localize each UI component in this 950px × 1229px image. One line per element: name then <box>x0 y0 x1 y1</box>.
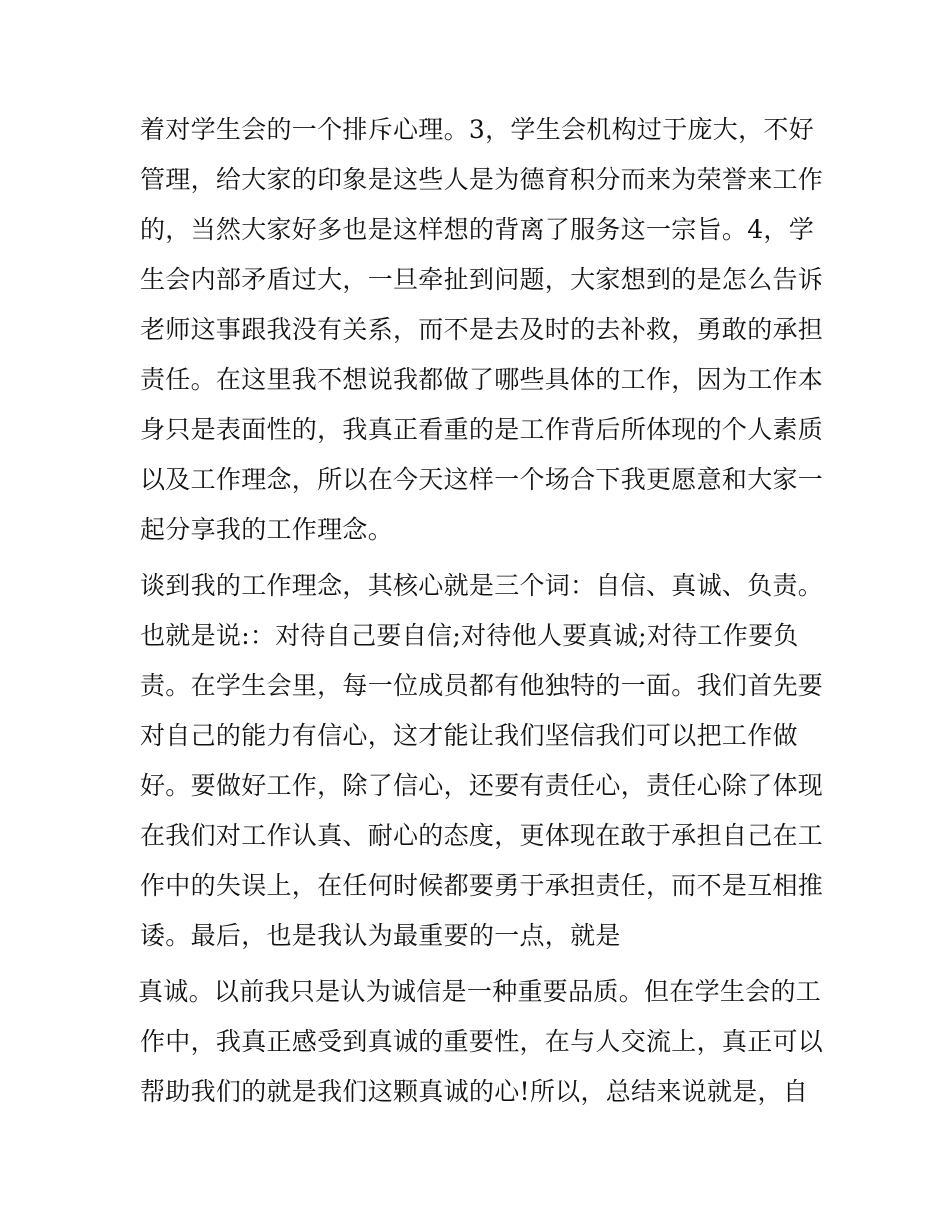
text-line: 好。要做好工作，除了信心，还要有责任心，责任心除了体现 <box>140 771 824 800</box>
text-line: 也就是说:：对待自己要自信;对待他人要真诚;对待工作要负 <box>140 621 799 650</box>
text-line: 诿。最后，也是我认为最重要的一点，就是 <box>140 921 621 950</box>
text-line: 生会内部矛盾过大，一旦牵扯到问题，大家想到的是怎么告诉 <box>140 265 824 294</box>
text-line: 作中的失误上，在任何时候都要勇于承担责任，而不是互相推 <box>140 871 824 900</box>
text-line: 在我们对工作认真、耐心的态度，更体现在敢于承担自己在工 <box>140 821 824 850</box>
text-line: 责。在学生会里，每一位成员都有他独特的一面。我们首先要 <box>140 671 824 700</box>
text-line: 管理，给大家的印象是这些人是为德育积分而来为荣誉来工作 <box>140 165 824 194</box>
text-line: 着对学生会的一个排斥心理。3，学生会机构过于庞大，不好 <box>140 115 815 144</box>
text-line: 以及工作理念，所以在今天这样一个场合下我更愿意和大家一 <box>140 465 824 494</box>
text-line: 责任。在这里我不想说我都做了哪些具体的工作，因为工作本 <box>140 365 824 394</box>
text-line: 老师这事跟我没有关系，而不是去及时的去补救，勇敢的承担 <box>140 315 824 344</box>
text-line: 对自己的能力有信心，这才能让我们坚信我们可以把工作做 <box>140 721 798 750</box>
text-line: 帮助我们的就是我们这颗真诚的心!所以，总结来说就是，自 <box>140 1077 809 1106</box>
text-line: 真诚。以前我只是认为诚信是一种重要品质。但在学生会的工 <box>138 977 822 1006</box>
text-line: 作中，我真正感受到真诚的重要性，在与人交流上，真正可以 <box>140 1027 824 1056</box>
text-line: 谈到我的工作理念，其核心就是三个词：自信、真诚、负责。 <box>140 571 824 600</box>
text-line: 起分享我的工作理念。 <box>140 515 394 544</box>
text-line: 的，当然大家好多也是这样想的背离了服务这一宗旨。4，学 <box>140 215 815 244</box>
text-line: 身只是表面性的，我真正看重的是工作背后所体现的个人素质 <box>140 415 824 444</box>
